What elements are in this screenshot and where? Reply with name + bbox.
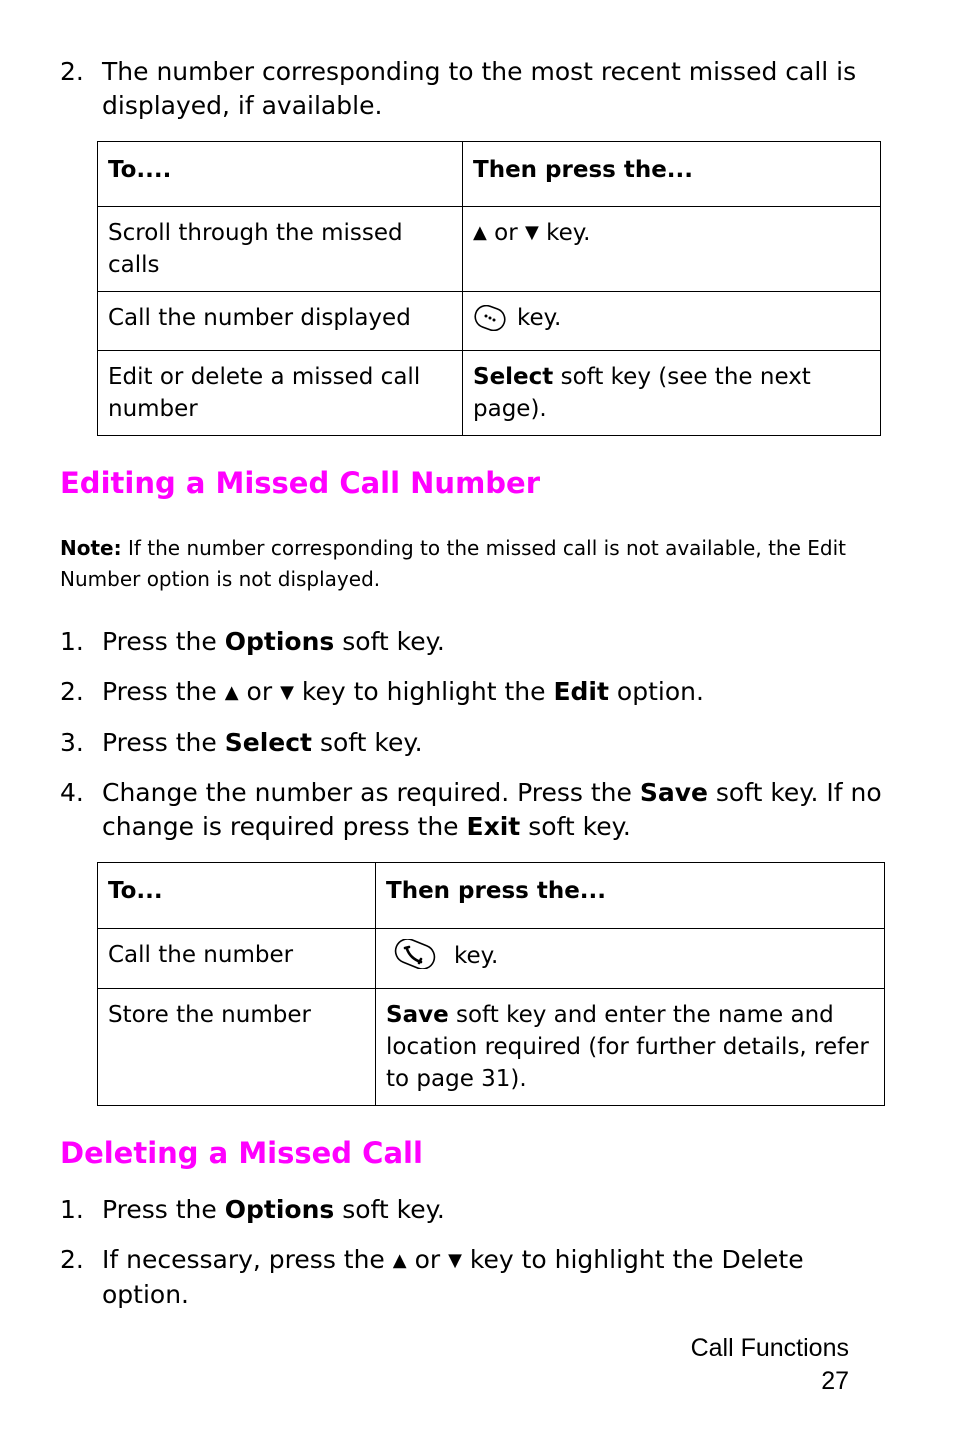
step-number: 1.: [60, 1195, 84, 1224]
row-key: [463, 207, 881, 292]
row-key: [463, 351, 881, 436]
up-arrow-icon: ▲: [392, 1250, 407, 1271]
note: [60, 533, 880, 595]
row-action: Edit or delete a missed call number: [98, 351, 463, 436]
step-text: Change the number as required. Press the Save soft key. If no change is required press the Exit soft key.: [102, 778, 882, 841]
step-text: Press the Select soft key.: [102, 728, 423, 757]
table-row: [98, 929, 885, 989]
edit-number-table: [97, 862, 885, 1106]
row-action: Call the number: [98, 929, 376, 989]
table-row: [98, 351, 881, 436]
step-text: If necessary, press the ▲ or ▼ key to highlight the Delete option.: [102, 1245, 804, 1309]
column-header-then: Then press the...: [463, 142, 881, 207]
key-text: soft key and enter the name and location required (for further details, refer to page 31).: [386, 1002, 869, 1092]
list-item: [60, 625, 890, 659]
note-text: If the number corresponding to the missed call is not available, the Edit Number option is not displayed.: [60, 536, 846, 591]
key-text: key.: [546, 220, 591, 246]
key-text: key.: [454, 943, 499, 969]
or-text: or: [494, 220, 518, 246]
row-action: Store the number: [98, 989, 376, 1106]
table-header-row: [98, 142, 881, 207]
up-arrow-icon: ▲: [224, 682, 239, 703]
section-heading-deleting: Deleting a Missed Call: [60, 1136, 423, 1170]
send-key-icon: [473, 305, 507, 340]
missed-calls-table: [97, 141, 881, 436]
row-key: [463, 292, 881, 351]
step-text: Press the Options soft key.: [102, 1195, 445, 1224]
list-item: [60, 1193, 890, 1227]
step-number: 4.: [60, 778, 84, 807]
list-item: [60, 1243, 890, 1312]
intro-step: [60, 55, 890, 123]
up-arrow-icon: ▲: [473, 222, 487, 243]
row-key: [376, 989, 885, 1106]
row-key: [376, 929, 885, 989]
step-number: 1.: [60, 627, 84, 656]
down-arrow-icon: ▼: [280, 682, 294, 703]
table-row: [98, 292, 881, 351]
step-number: 3.: [60, 728, 84, 757]
note-label: Note:: [60, 536, 122, 560]
table-row: [98, 207, 881, 292]
row-action: Scroll through the missed calls: [98, 207, 463, 292]
select-label: Select: [473, 364, 554, 390]
list-item: [60, 675, 890, 710]
column-header-to: To....: [98, 142, 463, 207]
down-arrow-icon: ▼: [448, 1250, 462, 1271]
step-text: The number corresponding to the most recent missed call is displayed, if available.: [102, 57, 857, 120]
column-header-then: Then press the...: [376, 863, 885, 929]
step-text: Press the ▲ or ▼ key to highlight the Edit option.: [102, 675, 890, 710]
phone-handset-icon: [392, 939, 438, 978]
step-text: Press the Options soft key.: [102, 627, 445, 656]
page-number: 27: [821, 1367, 849, 1395]
page-footer: [691, 1332, 849, 1398]
key-text: soft key (see the next page).: [473, 364, 811, 422]
step-number: 2.: [60, 1245, 84, 1274]
down-arrow-icon: ▼: [525, 222, 539, 243]
key-text: key.: [517, 305, 562, 331]
table-row: [98, 989, 885, 1106]
column-header-to: To...: [98, 863, 376, 929]
table-header-row: [98, 863, 885, 929]
step-number: 2.: [60, 677, 84, 706]
list-item: [60, 726, 890, 760]
save-label: Save: [386, 1002, 449, 1028]
list-item: [60, 776, 890, 844]
section-heading-editing: Editing a Missed Call Number: [60, 466, 541, 500]
footer-section-name: Call Functions: [690, 1334, 849, 1362]
step-number: 2.: [60, 57, 84, 86]
row-action: Call the number displayed: [98, 292, 463, 351]
